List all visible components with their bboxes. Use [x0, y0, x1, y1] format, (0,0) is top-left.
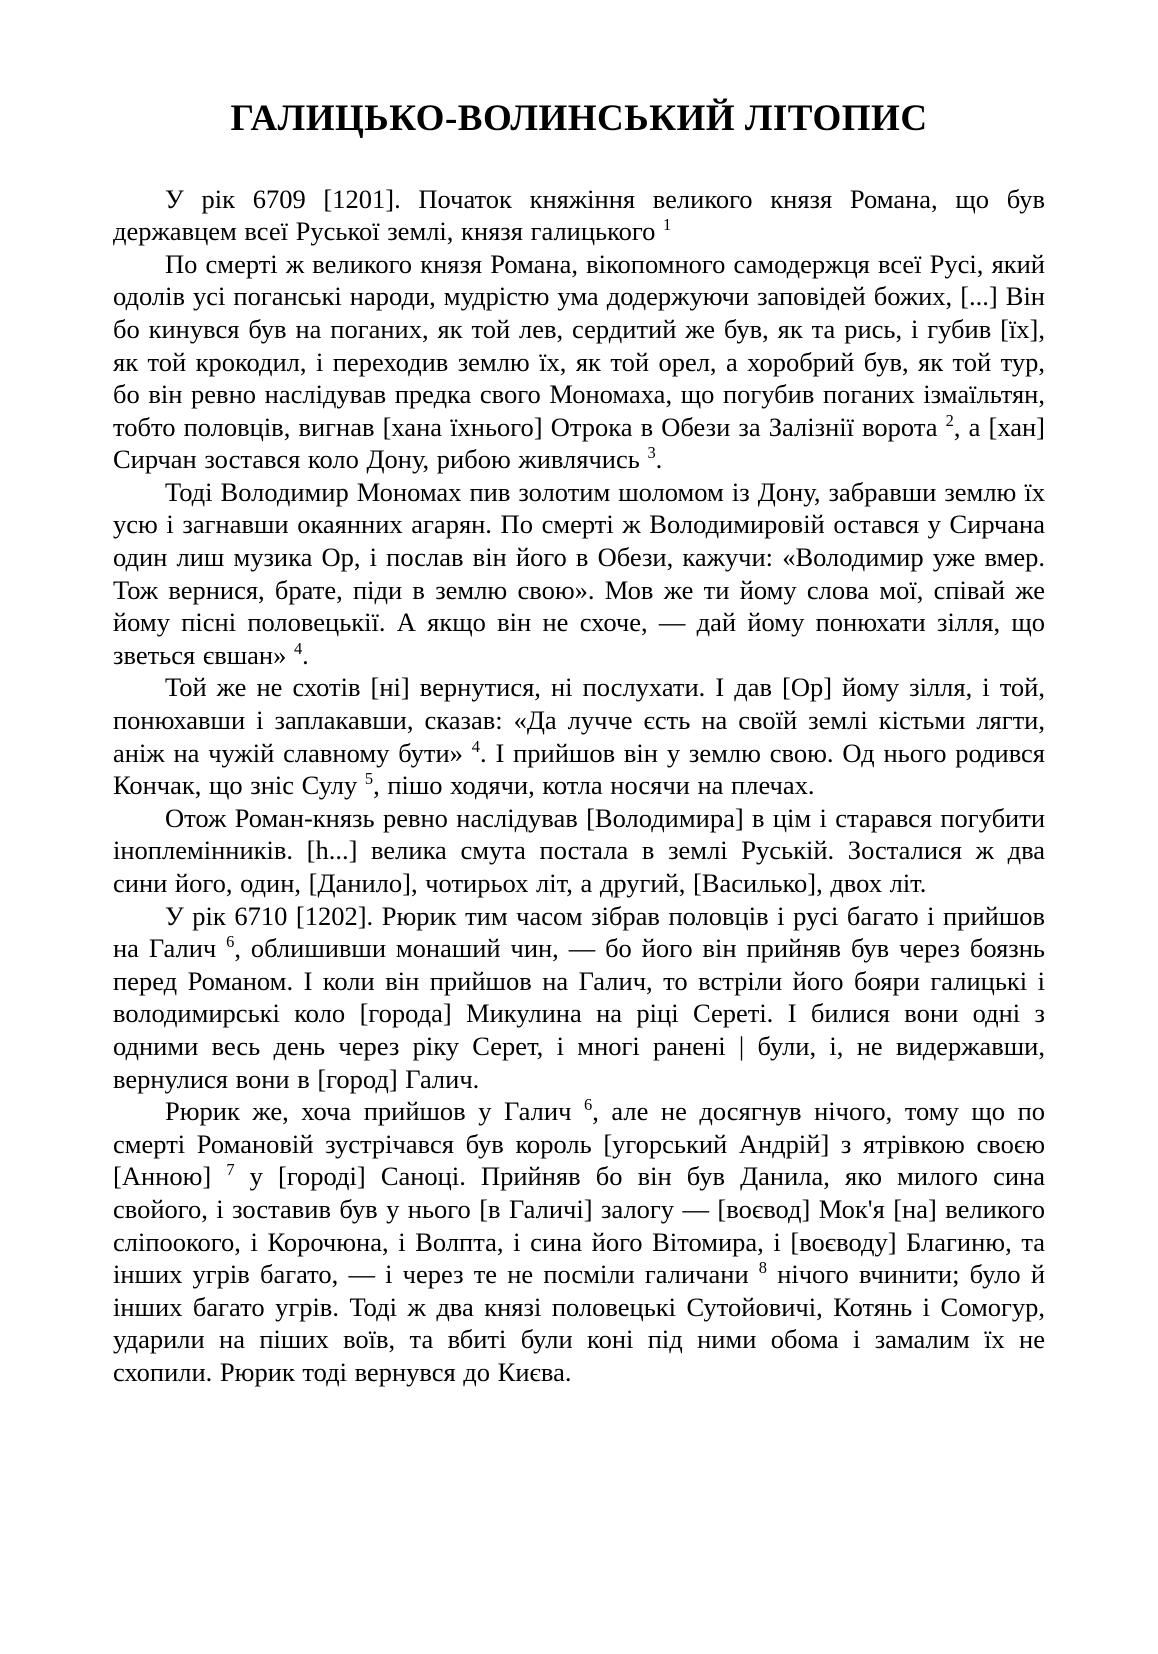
paragraph: У рік 6710 [1202]. Рюрик тим часом зібрав половців і русі багато і прийшов на Галич $^6$, облишивши монаший чин, — бо його він прийняв був через боязнь перед Романом. І коли він прийшов на Галич, то встріли його бояри галицькі і володимирські коло [города] Микулина на ріці Сереті. І билися вони одні з одними весь день через ріку Серет, і многі ранені | були, і, не видержавши, вернулися вони в [город] Галич.	[113, 900, 1045, 1094]
document-title: ГАЛИЦЬКО-ВОЛИНСЬКИЙ ЛІТОПИС	[230, 98, 928, 139]
footnote-marker: 2	[945, 410, 954, 430]
footnote-marker: 4	[471, 736, 480, 756]
paragraph: Той же не схотів [ні] вернутися, ні послухати. І дав [Ор] йому зілля, і той, понюхавши і заплакавши, сказав: «Да лучче єсть на своїй землі кістьми лягти, аніж на чужій славному бути» $^4$. І прийшов він у землю свою. Од нього родився Кончак, що зніс Сулу $^5$, пішо ходячи, котла носячи на плечах.	[113, 672, 1045, 801]
paragraph: У рік 6709 [1201]. Початок княжіння великого князя Романа, що був державцем всеї Руської землі, князя галицького $^1$	[113, 183, 1045, 247]
paragraph: Рюрик же, хоча прийшов у Галич $^6$, але не досягнув нічого, тому що по смерті Романовій зустрічався був король [угорський Андрій] з ятрівкою своєю [Анною] $^7$ у [городі] Саноці. Прийняв бо він був Данила, яко милого сина свойого, і зоставив був у нього [в Галичі] залогу — [воєвод] Мок'я [на] великого сліпоокого, і Корочюна, і Волпта, і сина його Вітомира, і [воєводу] Благиню, та інших угрів багато, — і через те не посміли галичани $^8$ нічого вчинити; було й інших багато угрів. Тоді ж два князі половецькі Сутойовичі, Котянь і Сомогур, ударили на піших воїв, та вбиті були коні під ними обома і замалим їх не схопили. Рюрик тоді вернувся до Києва.	[113, 1095, 1046, 1387]
footnote-marker: 6	[226, 932, 235, 952]
footnote-marker: 3	[647, 443, 656, 463]
footnote-marker: 1	[662, 215, 672, 235]
paragraph: По смерті ж великого князя Романа, вікопомного самодержця всеї Русі, який одолів усі поганські народи, мудрістю ума додержуючи заповідей божих, [...] Він бо кинувся був на поганих, як той лев, сердитий же був, як та рись, і губив [їх], як той крокодил, і переходив землю їх, як той орел, а хоробрий був, як той тур, бо він ревно наслідував предка свого Мономаха, що погубив поганих ізмаїльтян, тобто половців, вигнав [хана їхнього] Отрока в Обези за Залізнії ворота $^2$, а [хан] Сирчан зостався коло Дону, рибою живлячись $^3$.	[113, 248, 1045, 475]
footnote-marker: 8	[758, 1258, 768, 1278]
footnote-marker: 6	[583, 1095, 593, 1115]
footnote-marker: 4	[293, 639, 303, 659]
paragraph: Отож Роман-князь ревно наслідував [Володимира] в цім і старався погубити іноплемінників. [h...] велика смута постала в землі Руській. Зосталися ж два сини його, один, [Данило], чотирьох літ, а другий, [Василько], двох літ.	[113, 802, 1045, 899]
paragraph: Тоді Володимир Мономах пив золотим шоломом із Дону, забравши землю їх усю і загнавши окаянних агарян. По смерті ж Володимировій остався у Сирчана один лиш музика Ор, і послав він його в Обези, кажучи: «Володимир уже вмер. Тож вернися, брате, піди в землю свою». Мов же ти йому слова мої, співай же йому пісні половецькії. А якщо він не схоче, — дай йому понюхати зілля, що зветься євшан» $^4$.	[113, 476, 1045, 670]
footnote-marker: 5	[364, 769, 374, 789]
footnote-marker: 7	[226, 1160, 235, 1180]
document-body	[113, 183, 1045, 1389]
